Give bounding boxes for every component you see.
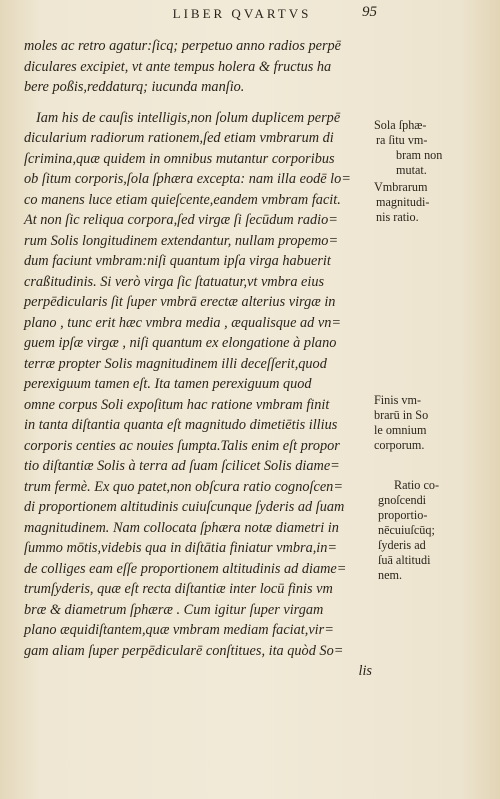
text-line: ob ſitum corporis,ſola ſphæra excepta: nam illa eodē lo=	[24, 171, 351, 187]
text-line: gam aliam ſuper perpēdicularē conſtitues, ita quòd So=	[24, 642, 344, 659]
catchword: lis	[358, 663, 372, 679]
margin-note-line: gnoſcendi	[378, 493, 427, 507]
margin-note-shadow-ratio	[374, 180, 464, 225]
text-line: tio diſtantiæ Solis à terra ad ſuam ſcilicet Solis diame=	[24, 458, 340, 474]
text-line: terræ propter Solis magnitudinem illi deceſſerit,quod	[24, 355, 327, 372]
margin-note-line: Sola ſphæ-	[374, 118, 427, 132]
margin-note-line: Ratio co-	[394, 478, 440, 492]
text-line: ſcrimina,quæ quidem in omnibus mutantur corporibus	[24, 150, 335, 167]
text-line: diculares excipiet, vt ante tempus holera & fructus ha	[24, 58, 332, 75]
text-line: Iam his de cauſis intelligis,non ſolum duplicem perpē	[36, 109, 341, 126]
text-line: At non ſic reliqua corpora,ſed virgæ ſi ſecūdum radio=	[24, 212, 338, 228]
text-line: de colliges eam eſſe proportionem altitudinis ad diame=	[24, 560, 347, 577]
text-line: perpēdicularis ſit ſuper vmbrā erectæ alterius virgæ in	[24, 294, 336, 310]
margin-note-line: proportio-	[378, 508, 428, 522]
margin-note-shadow-end	[374, 393, 464, 453]
page-number: 95	[362, 4, 377, 20]
text-line: craßitudinis. Si verò virga ſic ſtatuatur,vt vmbra eius	[24, 273, 325, 290]
main-text-block	[24, 36, 376, 682]
margin-note-line: nem.	[378, 568, 403, 582]
text-line: perexiguum tamen eſt. Ita tamen perexiguum quod	[24, 376, 312, 392]
margin-note-line: mutat.	[396, 163, 427, 177]
margin-note-line: ra ſitu vm-	[376, 133, 428, 147]
text-line: bere poßis,reddaturq; iucunda manſio.	[24, 79, 245, 95]
margin-note-line: magnitudi-	[376, 195, 430, 209]
margin-note-line: ſyderis ad	[378, 538, 426, 552]
margin-note-line: bram non	[396, 148, 443, 162]
text-line: rum Solis longitudinem extendantur, nullam propemo=	[24, 232, 339, 249]
text-line: plano , tunc erit hæc vmbra media , æqualisque ad vn=	[24, 314, 341, 331]
text-line: guem ipſæ virgæ , niſi quantum ex elongatione à plano	[24, 335, 337, 351]
text-line: dicularium radiorum rationem,ſed etiam vmbrarum di	[24, 130, 334, 146]
text-line: omne corpus Soli expoſitum hac ratione vmbram finit	[24, 396, 330, 413]
text-line: magnitudinem. Nam collocata ſphæra notæ diametri in	[24, 519, 339, 536]
margin-note-line: Vmbrarum	[374, 180, 428, 194]
margin-note-line: ſuā altitudi	[378, 553, 431, 567]
text-line: in tanta diſtantia quanta eſt magnitudo dimetiētis illius	[24, 417, 338, 433]
margin-note-line: corporum.	[374, 438, 425, 452]
margin-note-line: le omnium	[374, 423, 427, 437]
text-line: trum fermè. Ex quo patet,non obſcura ratio cognoſcen=	[24, 478, 343, 495]
margin-note-proportion	[374, 478, 464, 583]
text-line: corporis centies ac nouies ſumpta.Talis enim eſt propor	[24, 437, 340, 454]
text-line: moles ac retro agatur:ſicq; perpetuo anno radios perpē	[24, 38, 342, 54]
margin-note-line: Finis vm-	[374, 393, 422, 407]
margin-note-sphere	[374, 118, 464, 178]
text-line: ſummo mōtis,videbis qua in diſtātia finiatur vmbra,in=	[24, 540, 338, 556]
text-line: dum faciunt vmbram:niſi quantum ipſa virga habuerit	[24, 253, 331, 269]
margin-note-line: brarū in So	[374, 408, 429, 422]
margin-note-line: nis ratio.	[376, 210, 419, 224]
text-line: bræ & diametrum ſphæræ . Cum igitur ſuper virgam	[24, 601, 324, 618]
text-line: di proportionem altitudinis cuiuſcunque ſyderis ad ſuam	[24, 499, 345, 515]
margin-note-line: nēcuiuſcūq;	[378, 523, 435, 537]
text-line: co manens luce etiam quieſcente,eandem vmbram facit.	[24, 191, 341, 208]
running-header: LIBER QVARTVS	[172, 6, 312, 21]
text-line: plano æquidiſtantem,quæ vmbram mediam faciat,vir=	[24, 622, 334, 638]
text-line: trumſyderis, quæ eſt recta diſtantiæ inter locū finis vm	[24, 581, 333, 597]
